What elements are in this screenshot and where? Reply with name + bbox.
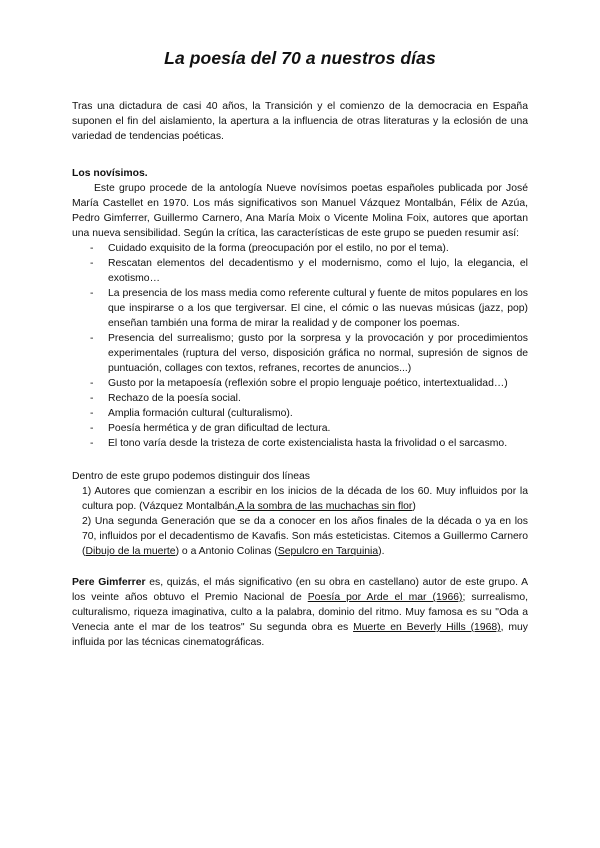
- dash-bullet: -: [90, 393, 94, 404]
- dash-bullet: -: [90, 243, 94, 254]
- dash-bullet: -: [90, 378, 94, 389]
- list-item: - La presencia de los mass media como referente cultural y fuente de mitos populares en los que inspirarse o a los que tergiversar. El cine, el cómic o las nuevas músicas (jazz, pop) enseñan también una forma de mirar la realidad y de componer los poemas.: [90, 288, 528, 329]
- list-item: - Poesía hermética y de gran dificultad de lectura.: [90, 423, 331, 434]
- dash-bullet: -: [90, 438, 94, 449]
- list-item: - Amplia formación cultural (culturalismo).: [90, 408, 293, 419]
- line-two: 2) Una segunda Generación que se da a conocer en los años finales de la década o ya en los 70, influidos por el decadentismo de Kavafis. Son más esteticistas. Citemos a Guillermo Carnero (Dibujo de la muerte) o a Antonio Colinas (Sepulcro en Tarquinia).: [82, 516, 528, 557]
- features-list: [72, 241, 528, 451]
- dash-bullet: -: [90, 288, 94, 299]
- dash-bullet: -: [90, 333, 94, 344]
- intro-paragraph: Tras una dictadura de casi 40 años, la Transición y el comienzo de la democracia en España suponen el fin del aislamiento, la apertura a la influencia de otras literaturas y la eclosión de una variedad de tendencias poéticas.: [72, 101, 528, 142]
- work-title-link: Poesía por Arde el mar (1966): [307, 592, 463, 603]
- list-item: - Presencia del surrealismo; gusto por la sorpresa y la provocación y por procedimientos experimentales (ruptura del verso, disposición gráfica no normal, supresión de signos de puntuación, collages con textos, refranes, recortes de anuncios...): [90, 333, 528, 374]
- novisimos-paragraph: Este grupo procede de la antología Nueve novísimos poetas españoles publicada por José María Castellet en 1970. Los más significativos son Manuel Vázquez Montalbán, Félix de Azúa, Pedro Gimferrer, Guillermo Carnero, Ana María Moix o Vicente Molina Foix, autores que aportan una nueva sensibilidad. Según la crítica, las características de este grupo se pueden resumir así:: [72, 183, 528, 239]
- work-title-link: Sepulcro en Tarquinia: [277, 546, 379, 557]
- section-heading-novisimos: Los novísimos.: [72, 168, 148, 179]
- work-title-link: Dibujo de la muerte: [85, 546, 176, 557]
- lines-intro: Dentro de este grupo podemos distinguir dos líneas: [72, 471, 310, 482]
- list-item: - Gusto por la metapoesía (reflexión sobre el propio lenguaje poético, intertextualidad…): [90, 378, 508, 389]
- work-title-link: Muerte en Beverly Hills (1968): [353, 622, 501, 633]
- list-item: - Cuidado exquisito de la forma (preocupación por el estilo, no por el tema).: [90, 243, 449, 254]
- line-one: 1) Autores que comienzan a escribir en los inicios de la década de los 60. Muy influidos por la cultura pop. (Vázquez Montalbán,A la sombra de las muchachas sin flor): [82, 486, 528, 512]
- list-item: - Rechazo de la poesía social.: [90, 393, 241, 404]
- gimferrer-paragraph: Pere Gimferrer es, quizás, el más significativo (en su obra en castellano) autor de este grupo. A los veinte años obtuvo el Premio Nacional de Poesía por Arde el mar (1966); surrealismo, culturalismo, riqueza imaginativa, culto a la palabra, dominio del ritmo. Muy famosa es su "Oda a Venecia ante el mar de los teatros" Su segunda obra es Muerte en Beverly Hills (1968), muy influida por las técnicas cinematográficas.: [72, 577, 529, 648]
- dash-bullet: -: [90, 423, 94, 434]
- author-name: Pere Gimferrer: [72, 577, 146, 588]
- list-item: - El tono varía desde la tristeza de corte existencialista hasta la frivolidad o el sarcasmo.: [90, 438, 508, 449]
- dash-bullet: -: [90, 408, 94, 419]
- dash-bullet: -: [90, 258, 94, 269]
- page-title: La poesía del 70 a nuestros días: [164, 48, 436, 68]
- work-title-link: A la sombra de las muchachas sin flor: [237, 501, 413, 512]
- list-item: - Rescatan elementos del decadentismo y el modernismo, como el lujo, la elegancia, el exotismo…: [90, 258, 528, 284]
- document-page: [72, 48, 528, 650]
